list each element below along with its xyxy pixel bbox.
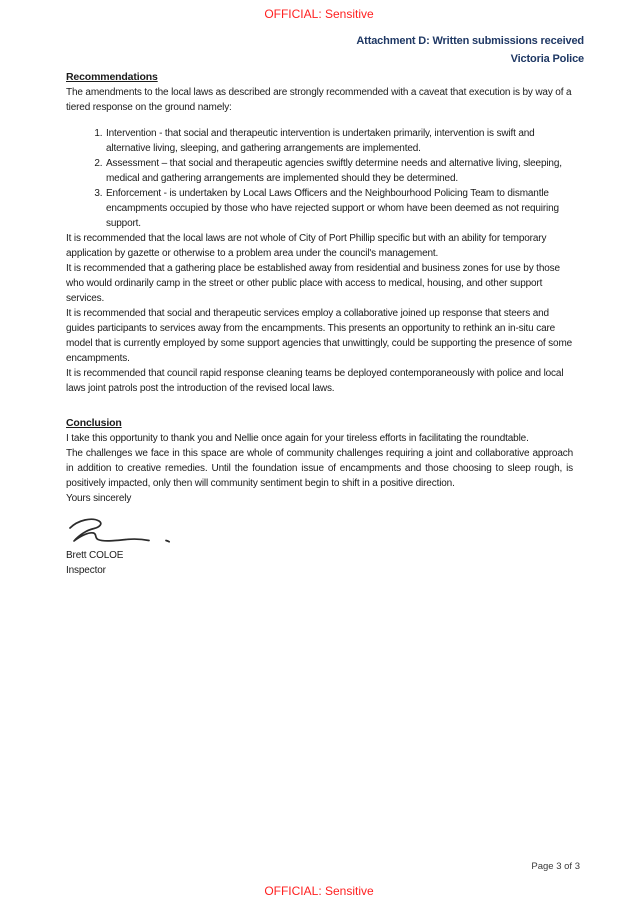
list-item-enforcement: 3. Enforcement - is undertaken by Local Laws Officers and the Neighbourhood Policing Team to dismantle encampments occupied by those who have rejected support or whom have been deemed as not requiring support. xyxy=(105,186,573,231)
tiered-response-list xyxy=(66,126,573,231)
classification-marking-top: OFFICIAL: Sensitive xyxy=(264,7,374,21)
recommendation-paragraph-services: It is recommended that social and therapeutic services employ a collaborative joined up response that steers and guides participants to services away from the encampments. This presents an opportunity to rethink an in-situ care model that is currently employed by some support agencies that unwittingly, could be supporting the presence of some encampments. xyxy=(66,308,573,364)
recommendations-heading: Recommendations xyxy=(66,71,158,83)
signature-image xyxy=(66,515,181,548)
conclusion-heading: Conclusion xyxy=(66,417,122,429)
recommendation-paragraph-local-laws: It is recommended that the local laws are not whole of City of Port Phillip specific but with an ability for temporary application by gazette or otherwise to a problem area under the council's management. xyxy=(66,233,547,259)
recommendations-intro-paragraph: The amendments to the local laws as described are strongly recommended with a caveat that execution is by way of a tiered response on the ground namely: xyxy=(66,87,572,113)
recommendation-paragraph-gathering-place: It is recommended that a gathering place be established away from residential and business zones for use by those who would ordinarily camp in the street or other public place with access to medical, housing, and other support services. xyxy=(66,263,560,304)
organisation-name: Victoria Police xyxy=(510,53,584,65)
signer-title: Inspector xyxy=(66,565,106,576)
list-item-assessment: 2. Assessment – that social and therapeutic agencies swiftly determine needs and alternative living, sleeping, medical and gathering arrangements are implemented should they be determined. xyxy=(105,156,573,186)
recommendation-paragraph-cleaning-teams: It is recommended that council rapid response cleaning teams be deployed contemporaneously with police and local laws joint patrols post the introduction of the revised local laws. xyxy=(66,368,564,394)
signer-name: Brett COLOE xyxy=(66,550,124,561)
classification-marking-bottom: OFFICIAL: Sensitive xyxy=(264,884,374,898)
list-item-intervention: 1. Intervention - that social and therapeutic intervention is undertaken primarily, intervention is swift and alternative living, sleeping, and gathering arrangements are implemented. xyxy=(105,126,573,156)
document-body xyxy=(66,34,584,578)
conclusion-paragraph-thanks: I take this opportunity to thank you and Nellie once again for your tireless efforts in facilitating the roundtable. xyxy=(66,433,529,444)
valediction: Yours sincerely xyxy=(66,493,132,504)
conclusion-paragraph-challenges: The challenges we face in this space are whole of community challenges requiring a joint and collaborative approach in addition to creative remedies. Until the foundation issue of encampments and those choosing to sleep rough, is positively impacted, only then will community sentiment begin to shift in a positive direction. xyxy=(66,448,573,489)
attachment-title: Attachment D: Written submissions received xyxy=(356,35,584,47)
page-number: Page 3 of 3 xyxy=(531,861,580,872)
